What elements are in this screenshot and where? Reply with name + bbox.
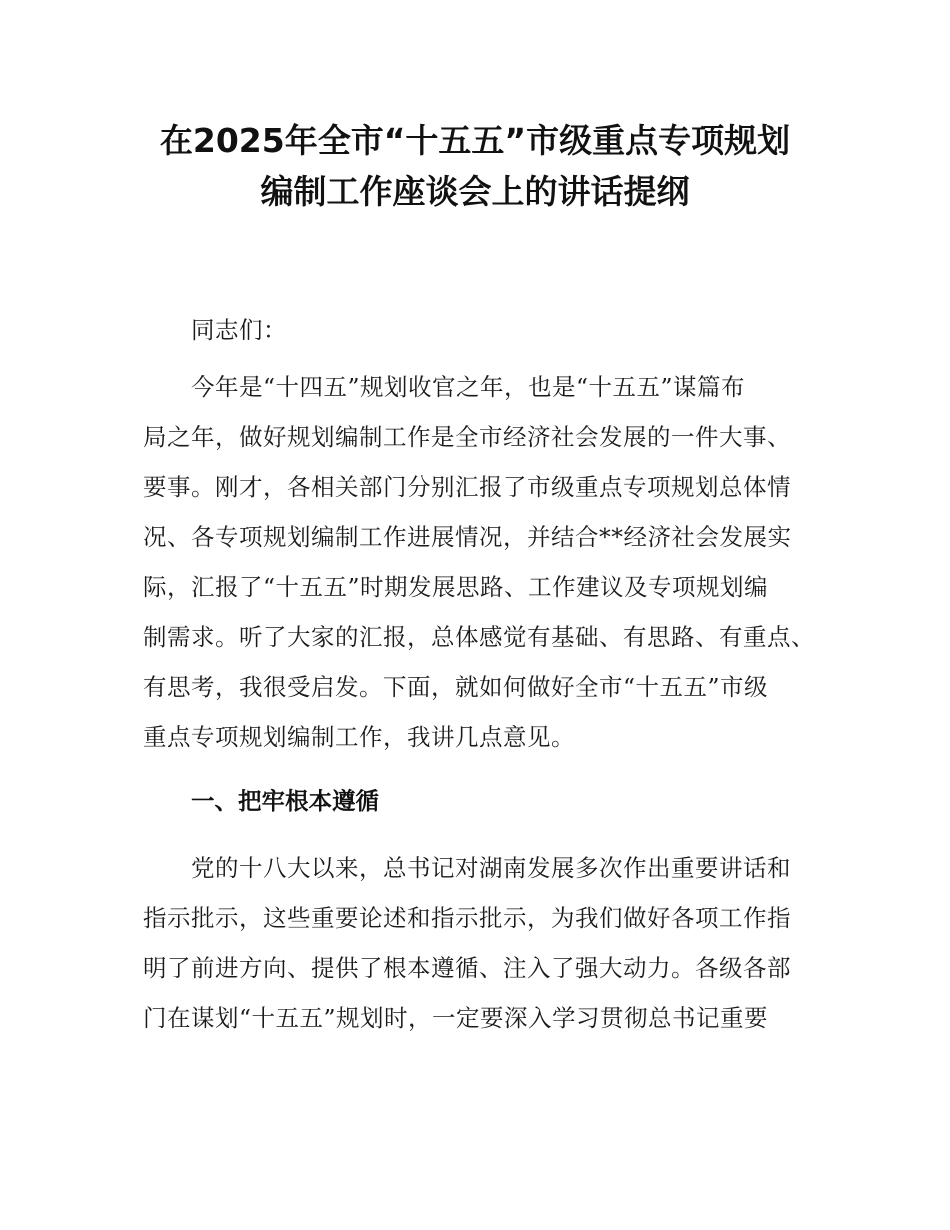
paragraph-1-line: 局之年，做好规划编制工作是全市经济社会发展的一件大事、 bbox=[143, 423, 791, 451]
paragraph-1-line: 有思考，我很受启发。下面，就如何做好全市“十五五”市级 bbox=[143, 673, 769, 701]
paragraph-1-line: 况、各专项规划编制工作进展情况，并结合**经济社会发展实 bbox=[143, 523, 792, 551]
paragraph-1-line: 际，汇报了“十五五”时期发展思路、工作建议及专项规划编 bbox=[143, 573, 769, 601]
salutation bbox=[143, 305, 815, 355]
paragraph-2-line: 门在谋划“十五五”规划时，一定要深入学习贯彻总书记重要 bbox=[143, 1004, 769, 1032]
paragraph-1-line: 要事。刚才，各相关部门分别汇报了市级重点专项规划总体情 bbox=[143, 473, 791, 501]
title-line-1: 在2025年全市“十五五”市级重点专项规划 bbox=[159, 121, 791, 160]
paragraph-2-line: 明了前进方向、提供了根本遵循、注入了强大动力。各级各部 bbox=[143, 954, 791, 982]
paragraph-1-line: 制需求。听了大家的汇报，总体感觉有基础、有思路、有重点、 bbox=[143, 623, 815, 651]
paragraph-2-line: 指示批示，这些重要论述和指示批示，为我们做好各项工作指 bbox=[143, 904, 791, 932]
paragraph-1-line: 重点专项规划编制工作，我讲几点意见。 bbox=[143, 723, 575, 751]
salutation-text: 同志们： bbox=[191, 316, 287, 344]
paragraph-1-line: 今年是“十四五”规划收官之年，也是“十五五”谋篇布 bbox=[191, 373, 746, 401]
document-title bbox=[95, 115, 855, 217]
paragraph-2-line: 党的十八大以来，总书记对湖南发展多次作出重要讲话和 bbox=[191, 854, 791, 882]
title-line-2: 编制工作座谈会上的讲话提纲 bbox=[260, 172, 690, 211]
paragraph-1 bbox=[143, 362, 815, 762]
paragraph-2 bbox=[143, 843, 815, 1043]
section-heading-1: 一、把牢根本遵循 bbox=[191, 787, 379, 815]
